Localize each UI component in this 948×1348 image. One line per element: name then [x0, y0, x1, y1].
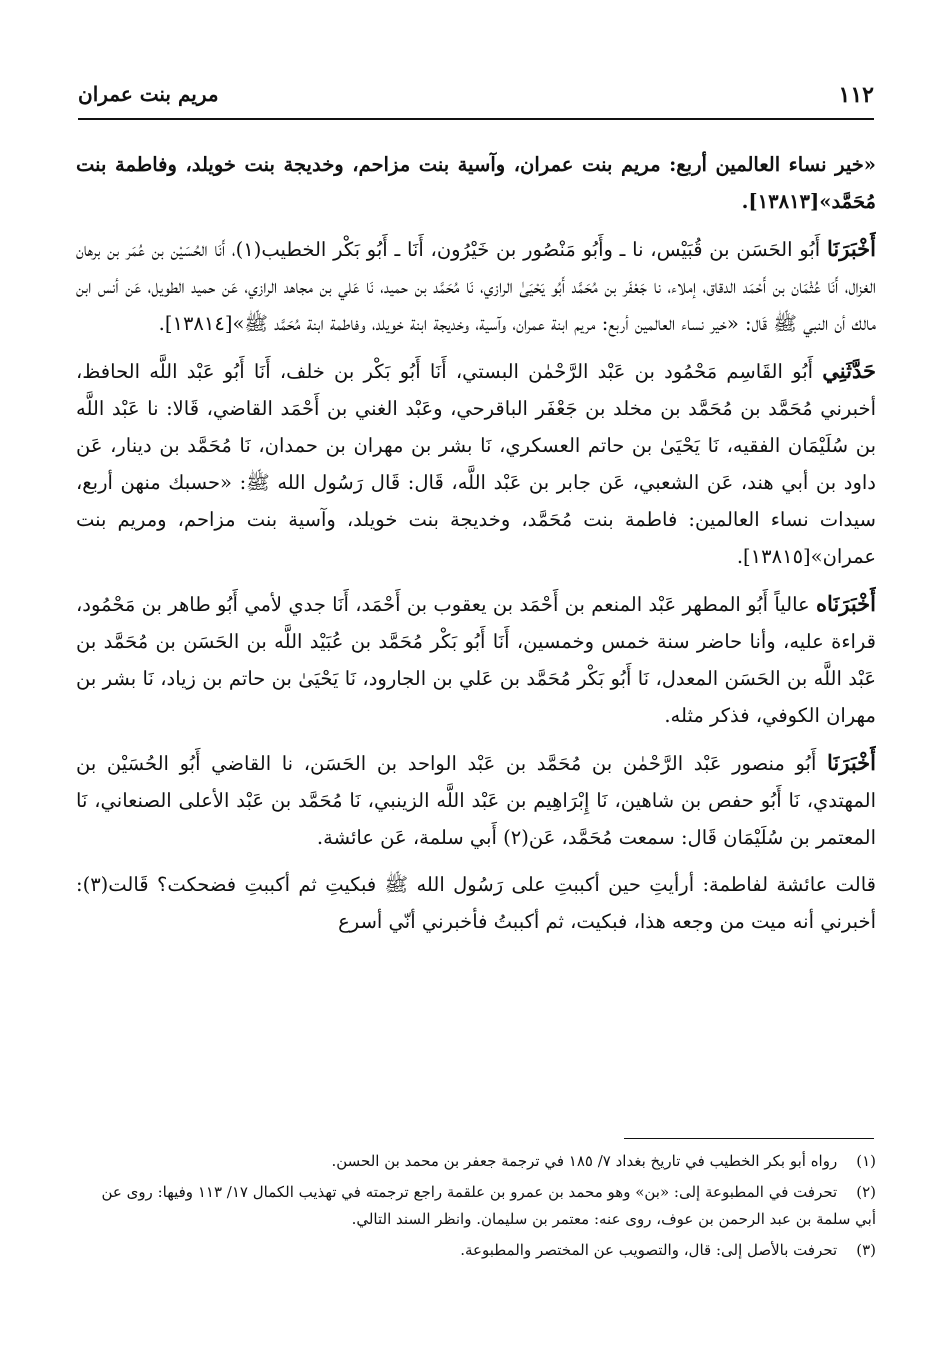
main-text — [76, 146, 876, 1106]
page-header — [78, 68, 874, 120]
isnad-lead: حَدَّثَنِي — [822, 358, 876, 383]
paragraph-6 — [76, 866, 876, 940]
footnote-text: تحرفت في المطبوعة إلى: «بن» وهو محمد بن عمرو بن علقمة راجع ترجمته في تهذيب الكمال ١٧/ ١١٣ وفيها: روى عن أبي سلمة بن عبد الرحمن بن عوف، روى عنه: معتمر بن سليمان. وانظر السند التالي. — [101, 1183, 876, 1228]
footnote-text: تحرفت بالأصل إلى: قال، والتصويب عن المختصر والمطبوعة. — [460, 1241, 838, 1259]
paragraph-4 — [76, 585, 876, 734]
footnote-3 — [76, 1237, 876, 1264]
paragraph-text: عالياً أَبُو المطهر عَبْد المنعم بن أَحْمَد بن يعقوب بن أَحْمَد، أَنَا جدي لأمي أَبُو طاهر بن مَحْمُود، قراءة عليه، وأنا حاضر سنة خمس وخمسين، أَنَا أَبُو بَكْر مُحَمَّد بن عُبَيْد اللَّه بن الحَسَن بن مُحَمَّد بن عَبْد اللَّه بن الحَسَن المعدل، نَا أَبُو بَكْر مُحَمَّد بن عَلي بن الجارود، نَا يَحْيَىٰ بن حاتم بن زياد، نَا بشر بن مهران الكوفي، فذكر مثله. — [76, 593, 876, 727]
isnad-lead: أَخْبَرَنَاه — [815, 591, 876, 616]
paragraph-3 — [76, 352, 876, 575]
footnotes — [76, 1148, 876, 1288]
footnote-text: رواه أبو بكر الخطيب في تاريخ بغداد ٧/ ١٨٥ في ترجمة جعفر بن محمد بن الحسن. — [331, 1152, 838, 1170]
paragraph-text: أَبُو القَاسِم مَحْمُود بن عَبْد الرَّحْمٰن البستي، أَنَا أَبُو بَكْر بن خلف، أَنَا أَبُو عَبْد اللَّه الحافظ، أخبرني مُحَمَّد بن مُحَمَّد بن مخلد بن جَعْفَر الباقرحي، وعَبْد الغني بن أَحْمَد القاضي، قَالا: نا عَبْد اللَّه بن سُلَيْمَان الفقيه، نَا يَحْيَىٰ بن حاتم العسكري، نَا بشر بن مهران بن حمدان، نَا مُحَمَّد بن دينار، عَن داود بن أبي هند، عَن الشعبي، عَن جابر بن عَبْد اللَّه، قَال: قَال رَسُول الله ﷺ: «حسبك منهن أربع، سيدات نساء العالمين: فاطمة بنت مُحَمَّد، وخديجة بنت خويلد، وآسية بنت مزاحم، ومريم بنت عمران»[١٣٨١٥]. — [76, 360, 876, 568]
footnote-divider — [624, 1138, 874, 1139]
paragraph-text: أَبُو الحَسَن بن قُبَيْس، نا ـ وأَبُو مَنْصُور بن خَيْرُون، أَنَا ـ أَبُو بَكْر الخطيب(١)، أَنَا الحُسَيْن بن عُمَر بن برهان الغزال، أَنَا عُثْمَان بن أَحْمَد الدقاق، إملاء، نا جَعْفَر بن مُحَمَّد أَبُو يَحْيَىٰ الرازي، نَا مُحَمَّد بن حميد، نَا عَلي بن مجاهد الرازي، عَن حميد الطويل، عَن أنس ابن مالك أن النبي ﷺ قَال: «خير نساء العالمين أربع: مريم ابنة عمران، وآسية، وخديجة ابنة خويلد، وفاطمة ابنة مُحَمَّد ﷺ»[١٣٨١٤]. — [76, 238, 876, 335]
paragraph-text: قالت عائشة لفاطمة: أرأيتِ حين أكببتِ على رَسُول الله ﷺ فبكيتِ ثم أكببتِ فضحكت؟ قَالت(٣): أخبرني أنه ميت من وجعه هذا، فبكيت، ثم أكببتُ فأخبرني أنّي أسرع — [76, 873, 876, 933]
footnote-number: (١) — [856, 1152, 876, 1170]
paragraph-1 — [76, 146, 876, 220]
running-title: مريم بنت عمران — [78, 82, 219, 106]
footnote-1 — [76, 1148, 876, 1175]
paragraph-text: «خير نساء العالمين أربع: مريم بنت عمران، وآسية بنت مزاحم، وخديجة بنت خويلد، وفاطمة بنت مُحَمَّد»[١٣٨١٣]. — [76, 153, 876, 213]
page-number: ١١٢ — [838, 82, 874, 108]
paragraph-5 — [76, 744, 876, 856]
footnote-2 — [76, 1179, 876, 1233]
footnote-number: (٣) — [856, 1241, 876, 1259]
isnad-lead: أَخْبَرَنَا — [827, 236, 876, 261]
footnote-number: (٢) — [856, 1183, 876, 1201]
paragraph-text: أَبُو منصور عَبْد الرَّحْمٰن بن مُحَمَّد بن عَبْد الواحد بن الحَسَن، نا القاضي أَبُو الحُسَيْن بن المهتدي، نَا أَبُو حفص بن شاهين، نَا إِبْرَاهِيم بن عَبْد اللَّه الزينبي، نَا مُحَمَّد بن عَبْد الأعلى الصنعاني، نَا المعتمر بن سُلَيْمَان قَال: سمعت مُحَمَّد، عَن(٢) أَبي سلمة، عَن عائشة. — [76, 752, 876, 849]
isnad-lead: أَخْبَرَنَا — [827, 750, 876, 775]
paragraph-2 — [76, 230, 876, 342]
